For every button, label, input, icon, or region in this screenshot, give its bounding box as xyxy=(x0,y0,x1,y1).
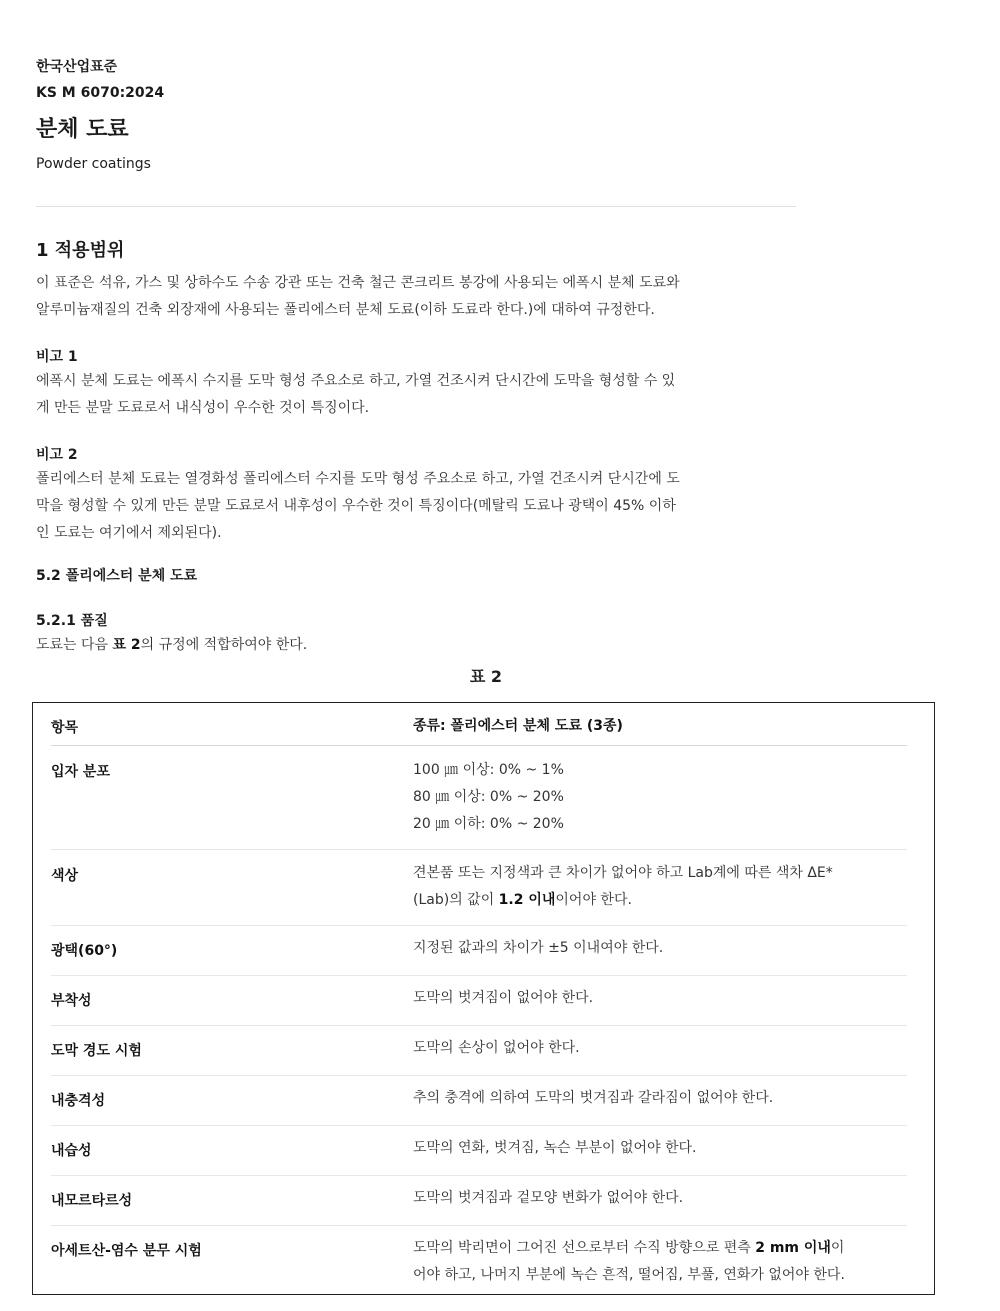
standard-code: KS M 6070:2024 xyxy=(36,85,165,101)
spec-emphasis: 1.2 이내 xyxy=(498,892,556,908)
table-row xyxy=(51,1175,907,1226)
scope-line: 알루미늄재질의 건축 외장재에 사용되는 폴리에스터 분체 도료(이하 도료라 한다.)에 대하여 규정한다. xyxy=(36,302,655,318)
row-spec: 도막의 벗겨짐과 겉모양 변화가 없어야 한다. xyxy=(413,1190,684,1206)
table-row xyxy=(51,925,907,976)
row-item: 입자 분포 xyxy=(51,764,110,780)
spec-text: (Lab)의 값이 xyxy=(413,892,499,908)
row-spec xyxy=(413,1235,909,1289)
table-reference: 표 2 xyxy=(112,637,141,653)
row-spec: 도막의 벗겨짐이 없어야 한다. xyxy=(413,990,594,1006)
spec-line: 80 ㎛ 이상: 0% ~ 20% xyxy=(413,789,564,805)
table-row xyxy=(51,1025,907,1076)
scope-paragraph xyxy=(36,270,796,324)
row-item: 내모르타르성 xyxy=(51,1193,133,1209)
row-item: 아세트산-염수 분무 시험 xyxy=(51,1243,202,1259)
row-spec: 지정된 값과의 차이가 ±5 이내여야 한다. xyxy=(413,940,664,956)
table-row xyxy=(51,1125,907,1176)
header-item: 항목 xyxy=(51,720,79,736)
spec-line: 어야 하고, 나머지 부분에 녹슨 흔적, 떨어짐, 부풀, 연화가 없어야 한다. xyxy=(413,1267,845,1283)
spec-line xyxy=(413,1235,909,1262)
spec-line: 100 ㎛ 이상: 0% ~ 1% xyxy=(413,762,564,778)
spec-line: 20 ㎛ 이하: 0% ~ 20% xyxy=(413,816,564,832)
note-1-paragraph xyxy=(36,368,796,422)
spec-text: 도막의 박리면이 그어진 선으로부터 수직 방향으로 편측 xyxy=(413,1240,756,1256)
page-subtitle: Powder coatings xyxy=(36,156,151,172)
note-2-line: 폴리에스터 분체 도료는 열경화성 폴리에스터 수지를 도막 형성 주요소로 하고, 가열 건조시켜 단시간에 도 xyxy=(36,471,680,487)
note-2-paragraph xyxy=(36,466,796,547)
table-header-row xyxy=(51,713,907,746)
note-1-line: 게 만든 분말 도료로서 내식성이 우수한 것이 특징이다. xyxy=(36,400,370,416)
row-item: 색상 xyxy=(51,868,79,884)
spec-emphasis: 2 mm 이내 xyxy=(755,1240,831,1256)
spec-text: 이어야 한다. xyxy=(555,892,632,908)
quality-table xyxy=(32,702,935,1295)
table-row xyxy=(51,1075,907,1126)
spec-text: 이 xyxy=(830,1240,845,1256)
header-type: 종류: 폴리에스터 분체 도료 (3종) xyxy=(413,718,623,734)
quality-text-post: 의 규정에 적합하여야 한다. xyxy=(140,637,308,653)
table-row xyxy=(51,975,907,1026)
divider xyxy=(36,206,796,207)
quality-paragraph xyxy=(36,632,796,659)
scope-line: 이 표준은 석유, 가스 및 상하수도 수송 강관 또는 건축 철근 콘크리트 봉강에 사용되는 에폭시 분체 도료와 xyxy=(36,275,680,291)
standard-org: 한국산업표준 xyxy=(36,59,118,75)
row-spec: 도막의 연화, 벗겨짐, 녹슨 부분이 없어야 한다. xyxy=(413,1140,697,1156)
page-title: 분체 도료 xyxy=(36,117,129,142)
row-item: 부착성 xyxy=(51,993,92,1009)
section-5-2-heading: 5.2 폴리에스터 분체 도료 xyxy=(36,568,198,584)
row-item: 내충격성 xyxy=(51,1093,106,1109)
spec-line xyxy=(413,887,909,914)
note-1-heading: 비고 1 xyxy=(36,349,78,365)
row-spec xyxy=(413,860,909,914)
note-2-line: 막을 형성할 수 있게 만든 분말 도료로서 내후성이 우수한 것이 특징이다(메탈릭 도료나 광택이 45% 이하 xyxy=(36,498,676,514)
note-1-line: 에폭시 분체 도료는 에폭시 수지를 도막 형성 주요소로 하고, 가열 건조시켜 단시간에 도막을 형성할 수 있 xyxy=(36,373,676,389)
row-spec xyxy=(413,757,909,838)
table-caption: 표 2 xyxy=(469,667,503,686)
table-row xyxy=(51,745,907,850)
row-item: 광택(60°) xyxy=(51,943,118,959)
row-spec: 도막의 손상이 없어야 한다. xyxy=(413,1040,580,1056)
quality-text-pre: 도료는 다음 xyxy=(36,637,113,653)
note-2-line: 인 도료는 여기에서 제외된다). xyxy=(36,525,222,541)
row-item: 도막 경도 시험 xyxy=(51,1043,142,1059)
table-row xyxy=(51,849,907,926)
note-2-heading: 비고 2 xyxy=(36,447,78,463)
spec-line: 견본품 또는 지정색과 큰 차이가 없어야 하고 Lab계에 따른 색차 ΔE* xyxy=(413,865,833,881)
row-spec: 추의 충격에 의하여 도막의 벗겨짐과 갈라짐이 없어야 한다. xyxy=(413,1090,774,1106)
row-item: 내습성 xyxy=(51,1143,92,1159)
scope-heading: 1 적용범위 xyxy=(36,240,125,261)
section-5-2-1-heading: 5.2.1 품질 xyxy=(36,613,108,629)
table-row xyxy=(51,1225,907,1291)
